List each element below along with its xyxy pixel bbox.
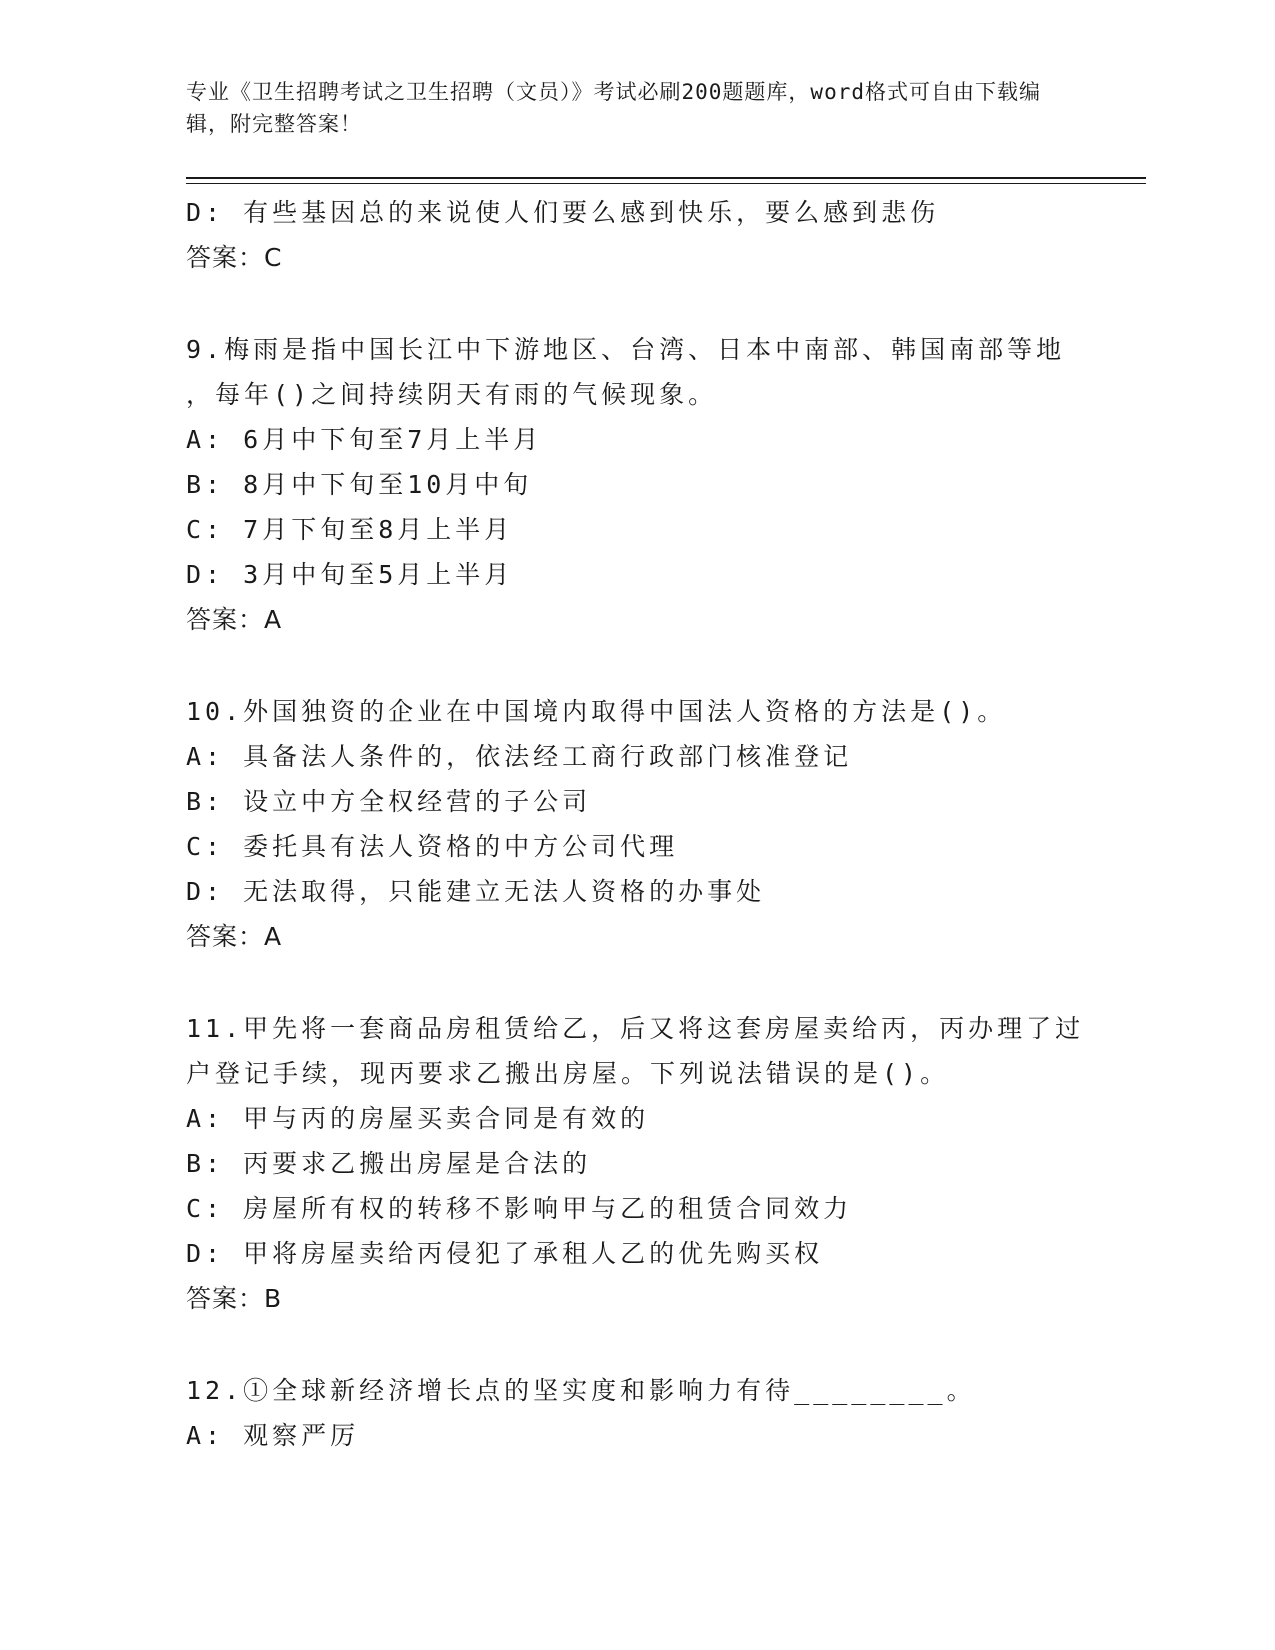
question-list <box>186 190 1086 1458</box>
header-divider-thin <box>186 183 1146 184</box>
spacer <box>186 959 1086 1006</box>
question-11 <box>186 1006 1086 1321</box>
option-b: B: 8月中下旬至10月中旬 <box>186 470 533 499</box>
answer-line: 答案：A <box>186 605 283 634</box>
option-d: D: 甲将房屋卖给丙侵犯了承租人乙的优先购买权 <box>186 1239 824 1268</box>
option-d: D: 有些基因总的来说使人们要么感到快乐，要么感到悲伤 <box>186 198 940 227</box>
spacer <box>186 280 1086 327</box>
option-c: C: 委托具有法人资格的中方公司代理 <box>186 832 679 861</box>
option-d: D: 无法取得，只能建立无法人资格的办事处 <box>186 877 766 906</box>
question-stem: 9.梅雨是指中国长江中下游地区、台湾、日本中南部、韩国南部等地 <box>186 335 1066 364</box>
document-header: 专业《卫生招聘考试之卫生招聘（文员）》考试必刷200题题库，word格式可自由下载编辑，附完整答案！ <box>186 80 1041 136</box>
question-12 <box>186 1368 1086 1458</box>
answer-line: 答案：C <box>186 243 283 272</box>
question-stem: 12.①全球新经济增长点的坚实度和影响力有待________。 <box>186 1376 976 1405</box>
spacer <box>186 1321 1086 1368</box>
answer-line: 答案：B <box>186 1284 283 1313</box>
option-c: C: 房屋所有权的转移不影响甲与乙的租赁合同效力 <box>186 1194 853 1223</box>
question-10 <box>186 689 1086 959</box>
option-a: A: 观察严厉 <box>186 1421 360 1450</box>
option-a: A: 具备法人条件的，依法经工商行政部门核准登记 <box>186 742 853 771</box>
question-stem: 11.甲先将一套商品房租赁给乙，后又将这套房屋卖给丙，丙办理了过 <box>186 1014 1085 1043</box>
header-divider-thick <box>186 177 1146 179</box>
option-b: B: 设立中方全权经营的子公司 <box>186 787 592 816</box>
answer-line: 答案：A <box>186 922 283 951</box>
question-stem-continued: ，每年()之间持续阴天有雨的气候现象。 <box>186 380 718 409</box>
question-9 <box>186 327 1086 642</box>
option-b: B: 丙要求乙搬出房屋是合法的 <box>186 1149 592 1178</box>
spacer <box>186 642 1086 689</box>
question-stem-continued: 户登记手续，现丙要求乙搬出房屋。下列说法错误的是()。 <box>186 1059 950 1088</box>
option-d: D: 3月中旬至5月上半月 <box>186 560 514 589</box>
option-c: C: 7月下旬至8月上半月 <box>186 515 514 544</box>
question-8-tail <box>186 190 1086 280</box>
question-stem: 10.外国独资的企业在中国境内取得中国法人资格的方法是()。 <box>186 697 1007 726</box>
option-a: A: 甲与丙的房屋买卖合同是有效的 <box>186 1104 650 1133</box>
option-a: A: 6月中下旬至7月上半月 <box>186 425 543 454</box>
